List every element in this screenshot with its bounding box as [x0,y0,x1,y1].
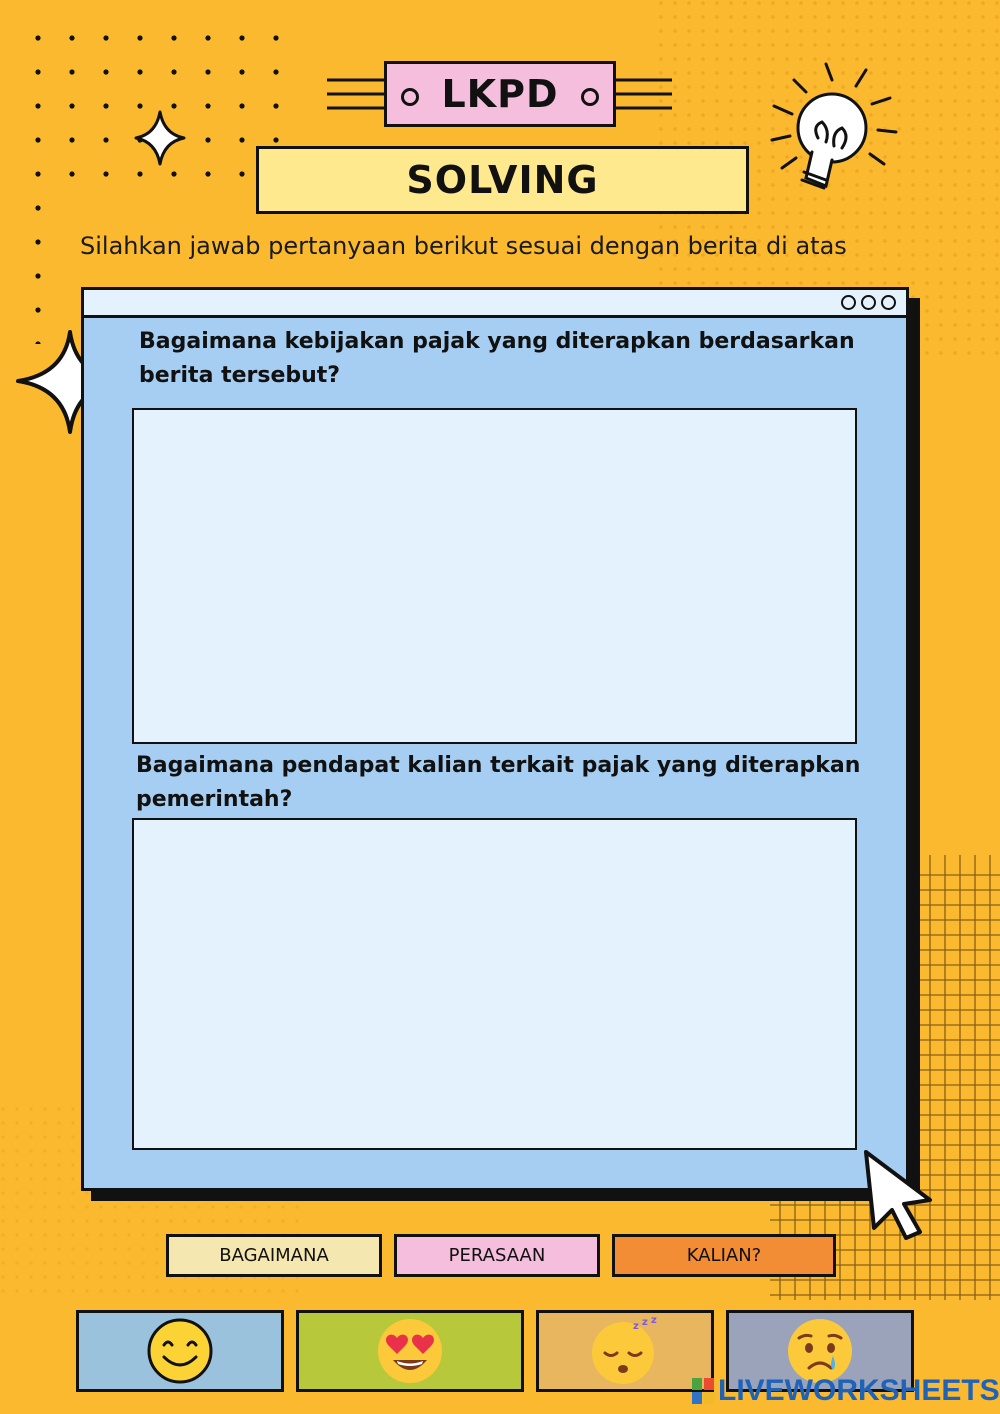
emoji-option-sleepy[interactable] [536,1310,714,1392]
window-controls [841,295,896,310]
question-2-line-1: Bagaimana pendapat kalian terkait pajak yang diterapkan [136,753,861,778]
label-bagaimana-text: BAGAIMANA [219,1245,329,1266]
emoji-option-love[interactable] [296,1310,524,1392]
label-perasaan-text: PERASAAN [448,1245,546,1266]
title-text: LKPD [441,72,559,116]
question-1 [139,325,855,393]
emoji-option-happy[interactable] [76,1310,284,1392]
question-1-line-2: berita tersebut? [139,363,341,388]
svg-text:z: z [642,1317,648,1328]
worksheet-title [384,61,616,127]
liveworksheets-logo-icon [692,1378,714,1404]
question-1-line-1: Bagaimana kebijakan pajak yang diterapkan berdasarkan [139,329,855,354]
subtitle-text: SOLVING [406,158,599,202]
answer-2-input[interactable] [132,818,857,1150]
question-2-line-2: pemerintah? [136,787,293,812]
label-kalian-text: KALIAN? [686,1245,762,1266]
answer-1-input[interactable] [132,408,857,744]
dot-grid-column [14,194,64,344]
worksheet-subtitle [256,146,749,214]
cursor-arrow-icon [860,1148,940,1240]
question-2 [136,749,860,817]
label-kalian [612,1234,836,1277]
instruction-text: Silahkan jawab pertanyaan berikut sesuai dengan berita di atas [80,232,847,260]
title-right-dot [581,88,599,106]
svg-text:z: z [651,1315,657,1326]
watermark-text: LIVEWORKSHEETS [718,1374,1000,1407]
label-perasaan [394,1234,600,1277]
sleepy-face-icon [589,1315,661,1387]
window-title-bar [84,290,906,318]
title-left-dot [401,88,419,106]
window-dot-icon [861,295,876,310]
smiling-face-icon [146,1317,214,1385]
heart-eyes-face-icon [375,1316,445,1386]
svg-text:z: z [633,1321,639,1332]
label-bagaimana [166,1234,382,1277]
window-dot-icon [881,295,896,310]
window-dot-icon [841,295,856,310]
liveworksheets-watermark [692,1374,1000,1408]
